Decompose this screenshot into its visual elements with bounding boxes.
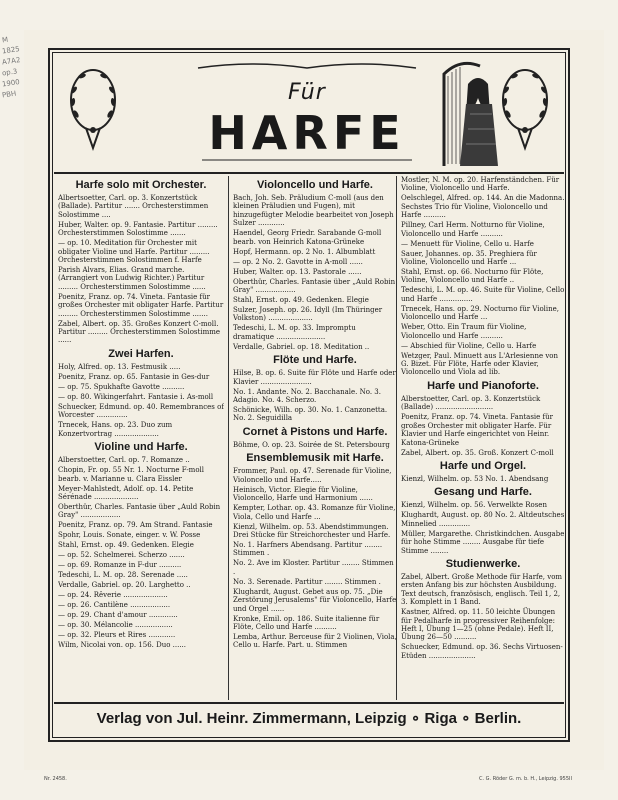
section-heading: Flöte und Harfe. <box>273 354 357 367</box>
catalog-entry: Trnecek, Hans. op. 29. Nocturno für Violine, Violoncello und Harfe ... <box>401 304 560 322</box>
catalog-entry: Hilse, B. op. 6. Suite für Flöte und Harfe oder Klavier ....................... <box>233 369 396 386</box>
catalog-entry: Verdalle, Gabriel. op. 20. Larghetto .. <box>58 581 191 590</box>
catalog-entry: Schuecker, Edmund. op. 40. Remembrances of Worcester .............. <box>58 402 224 420</box>
catalog-entry: — Abschied für Violine, Cello u. Harfe <box>401 341 537 350</box>
catalog-entry: — op. 2 No. 2. Gavotte in A-moll ...... <box>233 257 363 266</box>
catalog-entry: Schuecker, Edmund. op. 36. Sechs Virtuosen-Etüden ..................... <box>401 643 563 660</box>
catalog-entry: Schönicke, Wilh. op. 30. No. 1. Canzonetta. No. 2. Seguidilla <box>233 406 388 423</box>
catalog-entry: No. 2. Ave im Kloster. Partitur ........ Stimmen . <box>233 559 394 576</box>
catalog-entry: Stahl, Ernst. op. 66. Nocturno für Flöte, Violine, Violoncello und Harfe .. <box>401 268 544 285</box>
section-heading: Studienwerke. <box>445 557 521 570</box>
catalog-entry: Zabel, Albert. op. 35. Groß. Konzert C-moll <box>401 448 554 457</box>
catalog-entry: Hopf, Hermann. op. 2 No. 1. Albumblatt <box>233 247 376 256</box>
catalog-entry: — op. 30. Mélancolie ................. <box>58 621 173 630</box>
catalog-entry: — op. 32. Pleurs et Rires ............ <box>58 631 176 640</box>
catalog-entry: Weber, Otto. Ein Traum für Violine, Violoncello und Harfe .......... <box>401 323 527 340</box>
catalog-entry: Böhme, O. op. 23. Soirée de St. Petersbourg <box>233 440 390 449</box>
section-heading: Violine und Harfe. <box>94 441 188 454</box>
catalog-entry: — op. 75. Spukhafte Gavotte .......... <box>58 382 185 391</box>
catalog-entry: Stahl, Ernst. op. 49. Gedenken. Elegie <box>233 296 369 305</box>
margin-note: M <box>1 35 9 45</box>
catalog-entry: Trnecek, Hans. op. 23. Duo zum Konzertvortrag .................... <box>58 421 173 438</box>
catalog-entry: Frommer, Paul. op. 47. Serenade für Violine, Violoncello und Harfe..... <box>233 467 392 484</box>
catalog-columns <box>56 176 565 700</box>
catalog-entry: — op. 10. Meditation für Orchester mit obligater Violine und Harfe. Partitur ......... Orchesterstimmen Solostimmen f. Harfe <box>58 239 210 265</box>
printer-credit: C. G. Röder G. m. b. H., Leipzig. 955II <box>478 776 572 782</box>
catalog-entry: Poenitz, Franz. op. 74. Vineta. Fantasie für großes Orchester mit obligater Harfe. Für Klavier und Harfe eingerichtet von Heinr. Katona-Grüneke <box>401 413 553 447</box>
catalog-entry: Poenitz, Franz. op. 65. Fantasie in Ges-dur <box>58 372 210 381</box>
catalog-entry: Kienzl, Wilhelm. op. 53. Abendstimmungen. Drei Stücke für Streichorchester und Harfe. <box>233 522 391 539</box>
catalog-entry: Kronke, Emil. op. 186. Suite italienne für Flöte, Cello und Harfe .......... <box>233 614 380 631</box>
catalog-entry: Verdalle, Gabriel. op. 18. Meditation .. <box>233 342 370 351</box>
catalog-entry: No. 1. Andante. No. 2. Bacchanale. No. 3. Adagio. No. 4. Scherzo. <box>233 387 381 405</box>
title-fur: Für <box>288 80 326 105</box>
catalog-entry: Holy, Alfred. op. 13. Festmusik ..... <box>58 362 181 371</box>
section-heading: Harfe solo mit Orchester. <box>75 179 207 191</box>
harpist-illustration-icon <box>430 54 502 168</box>
catalog-entry: Lemba, Arthur. Berceuse für 2 Violinen, Viola, Cello u. Harfe. Part. u. Stimmen <box>233 632 397 650</box>
margin-note: 1900 <box>1 78 21 89</box>
catalog-entry: Müller, Margarethe. Christkindchen. Ausgabe für hohe Stimme ........ Ausgabe für tiefe Stimme ........ <box>401 529 565 555</box>
catalog-entry: — op. 26. Cantilène .................. <box>58 601 171 610</box>
catalog-entry: Oberthür, Charles. Fantasie über „Auld Robin Gray" .................. <box>58 502 221 520</box>
catalog-entry: — op. 52. Schelmerei. Scherzo ....... <box>58 551 185 560</box>
catalog-entry: Mostler, N. M. op. 20. Harfenständchen. Für Violine, Violoncello und Harfe. <box>401 176 560 193</box>
catalog-entry: Wetzger, Paul. Minuett aus L'Arlesienne von G. Bizet. Für Flöte, Harfe oder Klavier, Violoncello und Viola ad lib. <box>401 351 558 377</box>
catalog-column-1 <box>58 176 224 700</box>
catalog-entry: Huber, Walter. op. 9. Fantasie. Partitur ......... Orchesterstimmen Solostimme ....... <box>58 220 218 238</box>
margin-note: PBH <box>1 89 17 100</box>
catalog-entry: Sulzer, Joseph. op. 26. Idyll (Im Thüringer Volkston) .................... <box>233 306 383 323</box>
plate-number: Nr. 2458. <box>44 776 67 782</box>
catalog-entry: Klughardt, August. Gebet aus op. 75. „Die Zerstörung Jerusalems" für Violoncello, Harfe und Orgel ...... <box>233 587 397 613</box>
margin-note: A7A2 <box>1 56 21 67</box>
catalog-entry: No. 3. Serenade. Partitur ........ Stimmen . <box>233 577 381 586</box>
section-heading: Harfe und Pianoforte. <box>427 379 539 392</box>
catalog-entry: No. 1. Harfners Abendsang. Partitur ........ Stimmen . <box>233 540 383 558</box>
catalog-entry: Tedeschi, L. M. op. 46. Suite für Violine, Cello und Harfe ............... <box>401 286 565 303</box>
catalog-entry: Alberstoetter, Carl. op. 3. Konzertstück (Ballade) .......................... <box>401 394 541 412</box>
section-heading: Violoncello und Harfe. <box>257 179 373 191</box>
catalog-entry: Klughardt, August. op. 80 No. 2. Altdeutsches Minnelied .............. <box>401 511 565 528</box>
margin-note: 1825 <box>1 45 21 56</box>
wreath-icon <box>494 60 556 152</box>
section-heading: Cornet à Pistons und Harfe. <box>242 425 388 438</box>
catalog-column-3 <box>396 176 565 700</box>
catalog-entry: Alberstoetter, Carl. op. 7. Romanze .. <box>58 456 190 465</box>
catalog-entry: — op. 69. Romanze in F-dur .......... <box>58 561 182 570</box>
catalog-entry: — op. 80. Wikingerfahrt. Fantasie i. As-moll <box>58 392 214 401</box>
title-panel <box>192 60 422 164</box>
catalog-column-2 <box>228 176 397 700</box>
catalog-entry: Kastner, Alfred. op. 11. 50 leichte Übungen für Pedalharfe in progressiver Reihenfolge: Heft I, Übung 1—25 (ohne Pedale). Heft II, Übung 26—50 .......... <box>401 608 556 642</box>
margin-notes <box>2 34 24 100</box>
publisher-footer: Verlag von Jul. Heinr. Zimmermann, Leipzig ∘ Riga ∘ Berlin. <box>54 702 564 734</box>
catalog-entry: Sauer, Johannes. op. 35. Preghiera für Violine, Violoncello und Harfe ... <box>401 249 537 267</box>
section-heading: Harfe und Orgel. <box>439 459 527 472</box>
catalog-entry: Huber, Walter. op. 13. Pastorale ...... <box>233 267 362 276</box>
section-heading: Gesang und Harfe. <box>434 486 532 499</box>
section-heading: Zwei Harfen. <box>108 347 174 360</box>
catalog-entry: — op. 24. Rêverie .................... <box>58 591 168 600</box>
catalog-entry: Tedeschi, L. M. op. 33. Impromptu dramatique ...................... <box>233 324 356 341</box>
catalog-entry: — op. 29. Chant d'amour ............. <box>58 611 178 620</box>
wreath-icon <box>62 60 124 152</box>
catalog-entry: Kempter, Lothar. op. 43. Romanze für Violine, Viola, Cello und Harfe ... <box>233 504 396 521</box>
catalog-entry: Oberthür, Charles. Fantasie über „Auld Robin Gray" .................. <box>233 277 396 295</box>
catalog-entry: Heinisch, Victor. Elegie für Violine, Violoncello, Harfe und Harmonium ...... <box>233 485 373 503</box>
catalog-entry: Pillney, Carl Herm. Notturno für Violine, Violoncello und Harfe .......... <box>401 221 545 238</box>
catalog-entry: Kienzl, Wilhelm. op. 53 No. 1. Abendsang <box>401 474 549 483</box>
section-heading: Ensemblemusik mit Harfe. <box>246 452 384 465</box>
catalog-entry: Albertsoetter, Carl. op. 3. Konzertstück (Ballade). Partitur ....... Orchesterstimmen Solostimme .... <box>58 194 209 219</box>
catalog-entry: Poenitz, Franz. op. 79. Am Strand. Fantasie <box>58 521 213 530</box>
catalog-entry: — Menuett für Violine, Cello u. Harfe <box>401 239 534 248</box>
catalog-entry: Poenitz, Franz. op. 74. Vineta. Fantasie für großes Orchester mit obligater Harfe. Partitur ......... Orchesterstimmen Solostimme ....... <box>58 292 224 318</box>
catalog-entry: Wilm, Nicolai von. op. 156. Duo ...... <box>58 641 187 650</box>
margin-note: op.3 <box>1 67 18 78</box>
catalog-entry: Oelschlegel, Alfred. op. 144. An die Madonna. Sechstes Trio für Violine, Violoncello und Harfe .......... <box>401 194 565 220</box>
catalog-entry: Zabel, Albert. Große Methode für Harfe, vom ersten Anfang bis zur höchsten Ausbildung. Text deutsch, französisch, englisch. Teil 1, 2, 3. Komplett in 1 Band. <box>401 572 563 607</box>
catalog-entry: Parish Alvars, Elias. Grand marche. (Arrangiert von Ludwig Richter.) Partitur ......... Orchesterstimmen Solostimme ...... <box>58 266 206 291</box>
catalog-entry: Haendel, Georg Friedr. Sarabande G-moll bearb. von Heinrich Katona-Grüneke <box>233 229 382 246</box>
catalog-entry: Meyer-Mahlstedt, Adolf. op. 14. Petite Sérénade .................... <box>58 484 194 501</box>
catalog-entry: Tedeschi, L. M. op. 28. Serenade ..... <box>58 571 188 580</box>
catalog-entry: Chopin, Fr. op. 55 Nr. 1. Nocturne F-moll bearb. v. Marianne u. Clara Eissler <box>58 466 205 483</box>
catalog-entry: Zabel, Albert. op. 35. Großes Konzert C-moll. Partitur ......... Orchesterstimmen Solostimme ...... <box>58 319 220 345</box>
title-harfe: HARFE <box>208 106 406 160</box>
catalog-entry: Spohr, Louis. Sonate, einger. v. W. Posse <box>58 531 201 540</box>
catalog-entry: Stahl, Ernst. op. 49. Gedenken. Elegie <box>58 541 194 550</box>
catalog-entry: Kienzl, Wilhelm. op. 56. Verwelkte Rosen <box>401 501 547 510</box>
title-header <box>54 54 564 174</box>
catalog-entry: Bach, Joh. Seb. Präludium C-moll (aus den kleinen Präludien und Fugen), mit hinzugefügter Melodie bearbeitet von Joseph Sulzer ............ <box>233 194 394 228</box>
